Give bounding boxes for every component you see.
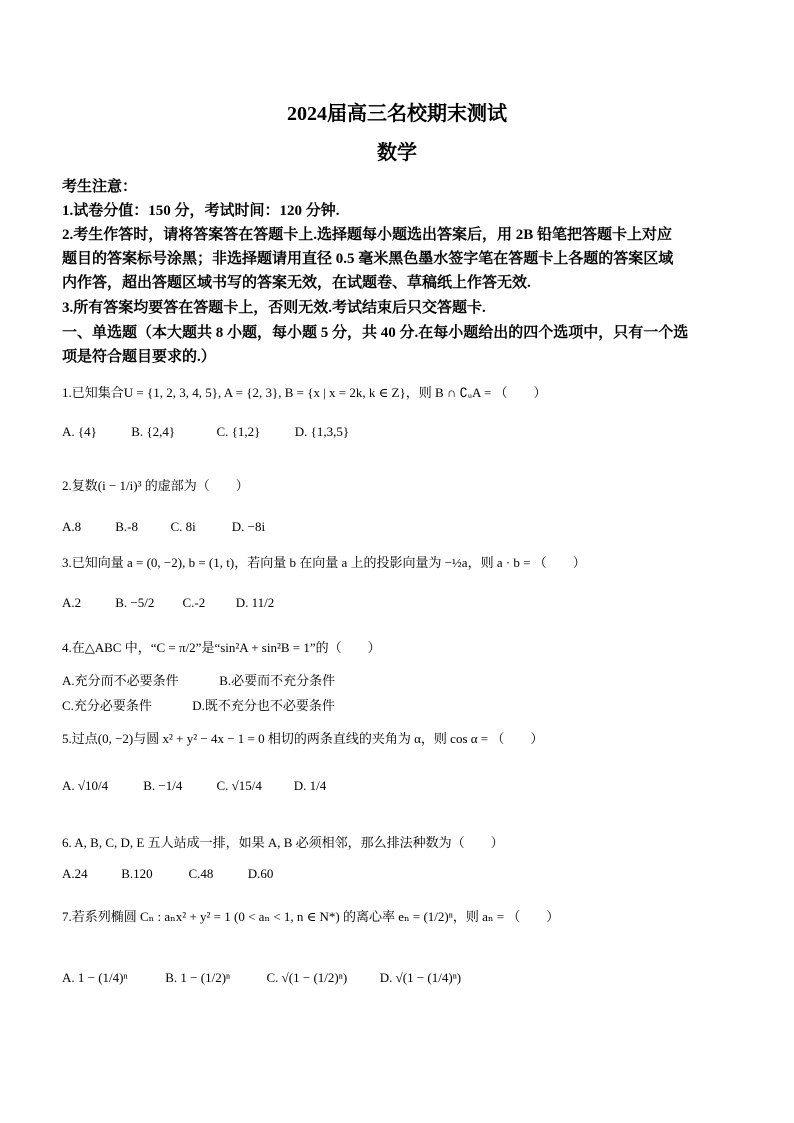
question-6-option-a: A.24 xyxy=(62,866,88,881)
section-1-heading-line-1: 一、单选题（本大题共 8 小题，每小题 5 分，共 40 分.在每小题给出的四个选项中，只有一个选 xyxy=(62,325,689,341)
question-4-options-row-2 xyxy=(62,695,734,714)
question-1-option-a: A. {4} xyxy=(62,424,97,439)
notice-item-3: 3.所有答案均要答在答题卡上，否则无效.考试结束后只交答题卡. xyxy=(62,300,486,316)
question-6-option-b: B.120 xyxy=(121,866,153,881)
question-5-option-b: B. −1/4 xyxy=(143,778,183,793)
question-3-stem: 3.已知向量 a = (0, −2), b = (1, t)，若向量 b 在向量 a 上的投影向量为 −½a，则 a · b = （ ） xyxy=(62,555,586,570)
question-1-option-c: C. {1,2} xyxy=(216,424,261,439)
question-2-option-b: B.-8 xyxy=(115,519,138,534)
question-1-options xyxy=(62,424,734,440)
question-4-option-a: A.充分而不必要条件 xyxy=(62,673,179,688)
question-3-option-d: D. 11/2 xyxy=(235,595,275,610)
question-7-options xyxy=(62,970,734,986)
question-6-option-c: C.48 xyxy=(188,866,214,881)
question-4-options-row-1 xyxy=(62,670,734,689)
question-3-option-a: A.2 xyxy=(62,595,82,610)
question-2-stem: 2.复数(i − 1/i)³ 的虚部为（ ） xyxy=(62,478,249,493)
question-3-option-c: C.-2 xyxy=(182,595,206,610)
section-1-heading-line-2: 项是符合题目要求的.） xyxy=(62,349,216,365)
notice-heading: 考生注意： xyxy=(62,179,138,195)
question-4-option-b: B.必要而不充分条件 xyxy=(219,673,336,688)
question-2-option-a: A.8 xyxy=(62,519,82,534)
question-4-stem: 4.在△ABC 中，“C = π/2”是“sin²A + sin²B = 1”的（ ） xyxy=(62,640,381,655)
question-5-options xyxy=(62,778,734,794)
question-7-option-b: B. 1 − (1/2)ⁿ xyxy=(165,970,231,985)
question-1-option-b: B. {2,4} xyxy=(131,424,176,439)
exam-title: 2024届高三名校期末测试 xyxy=(287,103,507,125)
question-2-option-d: D. −8i xyxy=(231,519,266,534)
question-5-option-a: A. √10/4 xyxy=(62,778,109,793)
notice-item-2-line-2: 题目的答案标号涂黑；非选择题请用直径 0.5 毫米黑色墨水签字笔在答题卡上各题的答案区域 xyxy=(62,251,674,267)
question-6-stem: 6. A, B, C, D, E 五人站成一排，如果 A, B 必须相邻，那么排法种数为（ ） xyxy=(62,835,504,850)
question-7-option-c: C. √(1 − (1/2)ⁿ) xyxy=(266,970,348,985)
question-2-options xyxy=(62,519,734,535)
notice-item-2-line-1: 2.考生作答时，请将答案答在答题卡上.选择题每小题选出答案后，用 2B 铅笔把答题卡上对应 xyxy=(62,227,673,243)
question-7-stem: 7.若系列椭圆 Cₙ : aₙx² + y² = 1 (0 < aₙ < 1, n ∈ N*) 的离心率 eₙ = (1/2)ⁿ，则 aₙ = （ ） xyxy=(62,909,560,924)
question-6-option-d: D.60 xyxy=(247,866,274,881)
question-5-option-d: D. 1/4 xyxy=(293,778,327,793)
question-1-stem: 1.已知集合U = {1, 2, 3, 4, 5}, A = {2, 3}, B = {x | x = 2k, k ∈ Z}，则 B ∩ ∁ᵤA = （ ） xyxy=(62,385,547,400)
question-4-option-d: D.既不充分也不必要条件 xyxy=(192,698,335,713)
question-3-option-b: B. −5/2 xyxy=(115,595,155,610)
question-6-options xyxy=(62,866,734,882)
notice-item-1: 1.试卷分值：150 分，考试时间：120 分钟. xyxy=(62,203,340,219)
question-7-option-d: D. √(1 − (1/4)ⁿ) xyxy=(379,970,462,985)
question-1-option-d: D. {1,3,5} xyxy=(294,424,350,439)
notice-item-2-line-3: 内作答，超出答题区域书写的答案无效，在试题卷、草稿纸上作答无效. xyxy=(62,275,531,291)
question-5-option-c: C. √15/4 xyxy=(216,778,262,793)
question-7-option-a: A. 1 − (1/4)ⁿ xyxy=(62,970,128,985)
question-4-option-c: C.充分必要条件 xyxy=(62,698,152,713)
question-5-stem: 5.过点(0, −2)与圆 x² + y² − 4x − 1 = 0 相切的两条直线的夹角为 α，则 cos α = （ ） xyxy=(62,731,544,746)
question-2-option-c: C. 8i xyxy=(170,519,196,534)
question-3-options xyxy=(62,595,734,611)
exam-subject: 数学 xyxy=(377,142,417,164)
